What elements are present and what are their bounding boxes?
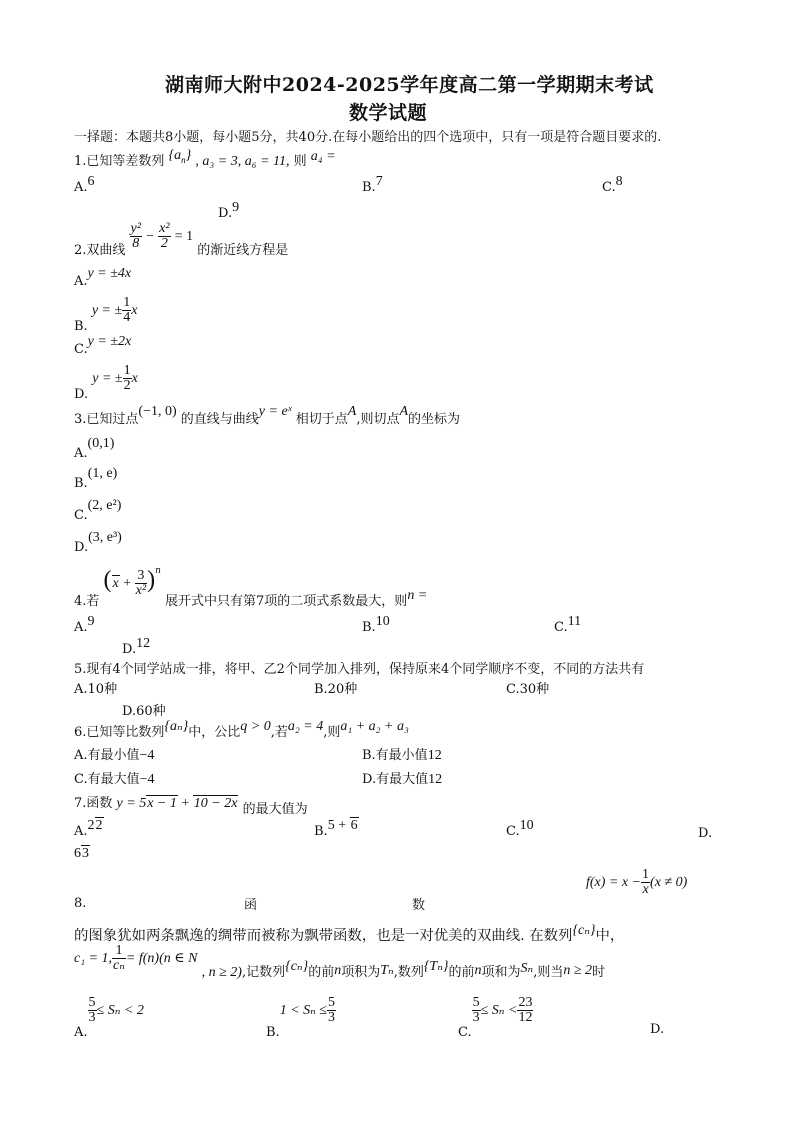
q1-option-b[interactable]: B.7 [362, 174, 383, 195]
q4-option-a[interactable]: A.9 [74, 614, 95, 635]
q7-option-d[interactable]: 63 [74, 846, 89, 861]
q4-option-b[interactable]: B.10 [362, 614, 390, 635]
q5-option-d[interactable]: D.60种 [122, 704, 166, 719]
q2-option-d[interactable]: D. y = ± $\frac{1}{2}$ x [74, 363, 138, 402]
q3-option-a[interactable]: A.(0,1) [74, 436, 115, 461]
question-5: 5.现有4个同学站成一排，将甲、乙2个同学加入排列，保持原来4个同学顺序不变，不同的方法共有 [74, 662, 645, 677]
q1-seq: $\{a_n\}$ [168, 148, 192, 165]
q3-option-b[interactable]: B.(1, e) [74, 466, 118, 491]
q2-option-a[interactable]: A.y = ±4x [74, 266, 132, 289]
exam-subtitle: 数学试题 [349, 102, 428, 124]
q7-option-d-label[interactable]: D. [698, 826, 713, 841]
q2-frac-y: $\frac{\text{y²}}{8}$ [130, 221, 141, 251]
q6-option-c[interactable]: C.有最大值−4 [74, 772, 155, 787]
q5-option-c[interactable]: C.30种 [506, 682, 550, 697]
question-1 [74, 148, 336, 170]
question-7: 7.函数 y = 5x − 1 + 10 − 2x 的最大值为 [74, 796, 308, 817]
q1-option-d[interactable]: D.9 [218, 200, 240, 221]
q1-tail: 则 [293, 154, 307, 169]
section-intro: 一择题：本题共8小题，每小题5分，共40分.在每小题给出的四个选项中，只有一项是符合题目要求的. [74, 130, 662, 145]
question-6: 6.已知等比数列{aₙ}中，公比q > 0,若a₂ = 4,则a₁ + a₂ + a₃ [74, 719, 409, 740]
q8-option-a[interactable]: A. $\frac{5}{3}$ ≤ Sₙ < 2 [74, 995, 144, 1040]
q8-function: f(x) = x − $\frac{1}{x}$ (x ≠ 0) [586, 867, 688, 897]
q7-option-b[interactable]: B.5 + 6 [314, 818, 358, 839]
q1-ask: a₄ = [310, 149, 336, 164]
q8-line-2: 的图象犹如两条飘逸的绸带而被称为飘带函数，也是一对优美的双曲线. 在数列{cₙ}中， [74, 923, 625, 944]
q3-option-c[interactable]: C.(2, e²) [74, 498, 122, 523]
q8-line-3: c₁ = 1, $\frac{1}{\text{cₙ}}$ = f(n)(n ∈ N , n ≥ 2),记数列{cₙ}的前n项积为Tₙ,数列{Tₙ}的前n项和为Sₙ,则当n ≥ 2时 [74, 943, 606, 980]
exam-title: 湖南师大附中2024-2025学年度高二第一学期期末考试 [165, 74, 654, 96]
q2-option-b[interactable]: B. y = ± $\frac{1}{4}$ x [74, 295, 138, 334]
q4-option-c[interactable]: C.11 [554, 614, 582, 635]
question-3: 3.已知过点(−1, 0) 的直线与曲线y = eˣ 相切于点A,则切点A的坐标为 [74, 404, 461, 427]
q1-cond: , a₃ = 3, a₆ = 11, [195, 154, 290, 169]
q4-option-d[interactable]: D.12 [122, 636, 151, 657]
q3-option-d[interactable]: D.(3, e³) [74, 530, 122, 555]
q5-option-a[interactable]: A.10种 [74, 682, 118, 697]
q8-option-d[interactable]: D. [650, 1022, 665, 1037]
q8-option-b[interactable]: B.1 < Sₙ ≤ $\frac{5}{3}$ [266, 995, 335, 1040]
q2-option-c[interactable]: C.y = ±2x [74, 334, 132, 357]
q5-option-b[interactable]: B.20种 [314, 682, 358, 697]
q8-number: 8. [74, 896, 87, 911]
q1-option-a[interactable]: A.6 [74, 174, 95, 195]
q1-stem: 1.已知等差数列 [74, 154, 165, 169]
question-4: 4.若 (x + $\frac{3}{\text{x²}}$ )$^n$ 展开式中只有第7项的二项式系数最大，则n = [74, 566, 428, 609]
q6-option-b[interactable]: B.有最小值12 [362, 748, 442, 763]
q7-option-a[interactable]: A.22 [74, 818, 103, 839]
q7-option-c[interactable]: C.10 [506, 818, 534, 839]
q8-word-2: 数 [412, 898, 426, 913]
q8-word-1: 函 [244, 898, 258, 913]
q1-option-c[interactable]: C.8 [602, 174, 623, 195]
q6-option-a[interactable]: A.有最小值−4 [74, 748, 155, 763]
q6-option-d[interactable]: D.有最大值12 [362, 772, 443, 787]
q2-frac-x: $\frac{\text{x²}}{2}$ [159, 221, 170, 251]
q8-option-c[interactable]: C. $\frac{5}{3}$ ≤ Sₙ < $\frac{23}{12}$ [458, 995, 533, 1040]
question-2: 2.双曲线 $\frac{\text{y²}}{8}$ − $\frac{\text{x²}}{2}$ = 1 的渐近线方程是 [74, 221, 289, 258]
